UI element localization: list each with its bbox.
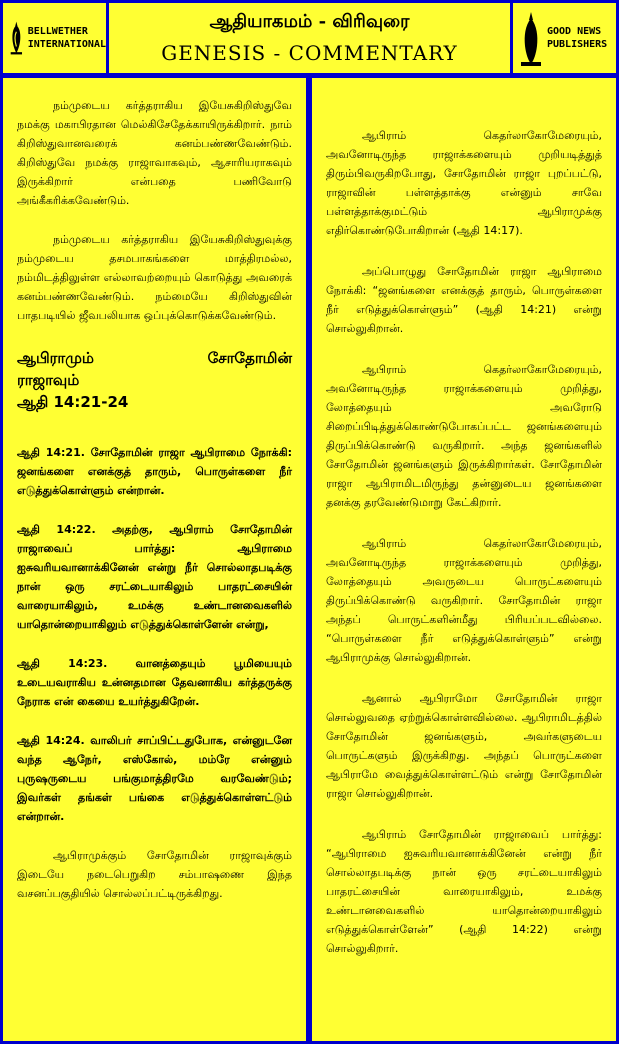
good-news-logo — [513, 3, 616, 73]
verse-paragraph: ஆதி 14:22. அதற்கு, ஆபிராம் சோதோமின் ராஜாவைப் பார்த்து: ஆபிராமை ஐசுவரியவானாக்கினேன் என்று நீர் சொல்லாதபடிக்கு நான் ஒரு சரட்டையாகிலும் பாதரட்சையின் வாரையாகிலும், உமக்கு உண்டானவைகளில் யாதொன்றையாகிலும் எடுத்துக்கொள்ளேன் என்று, — [17, 523, 292, 631]
right-column — [312, 78, 616, 1041]
left-paragraph: ஆபிராமுக்கும் சோதோமின் ராஜாவுக்கும் இடையே நடைபெறுகிற சம்பாஷணை இந்த வசனப்பகுதியில் சொல்லப்பட்டிருக்கிறது. — [17, 849, 292, 900]
heading-word: சோதோமின் — [207, 349, 292, 367]
left-paragraph: நம்முடைய கர்த்தராகிய இயேசுகிறிஸ்துவுக்கு நம்முடைய தசமபாகங்களை மாத்திரமல்ல, நம்மிடத்திலுள்ள எல்லாவற்றையும் கொடுத்து அவரைக் கனம்பண்ணவேண்டும். நம்மையே கிறிஸ்துவின் பாதபடியில் ஜீவபலியாக ஒப்புக்கொடுக்கவேண்டும். — [17, 233, 292, 322]
verse-paragraph: ஆதி 14:23. வானத்தையும் பூமியையும் உடையவராகிய உன்னதமான தேவனாகிய கர்த்தருக்கு நேராக என் கையை உயர்த்துகிறேன். — [17, 657, 292, 708]
right-paragraph: அப்பொழுது சோதோமின் ராஜா ஆபிராமை நோக்கி: “ஜனங்களை எனக்குத் தாரும், பொருள்களை நீர் எடுத்துக்கொள்ளும்” (ஆதி 14:21) என்று சொல்லுகிறான். — [326, 265, 602, 335]
verse-paragraph: ஆதி 14:24. வாலிபர் சாப்பிட்டதுபோக, என்னுடனே வந்த ஆநேர், எஸ்கோல், மம்ரே என்னும் புருஷருடைய பங்குமாத்திரமே வரவேண்டும்; இவர்கள் தங்கள் பங்கை எடுத்துக்கொள்ளட்டும் என்றான். — [17, 734, 292, 823]
book-logo-icon — [519, 8, 543, 68]
right-paragraph: ஆபிராம் கெதர்லாகோமேரையும், அவனோடிருந்த ராஜாக்களையும் முறித்து, லோத்தையும் அவருடைய பொருட்களையும் திருப்பிக்கொண்டு வருகிறார். சோதோமின் ராஜா அந்தப் பொருட்களின்மீது பிரியப்படவில்லை. “பொருள்களை நீர் எடுத்துக்கொள்ளும்” என்று ஆபிராமுக்கு சொல்லுகிறான். — [326, 537, 602, 664]
left-paragraph: நம்முடைய கர்த்தராகிய இயேசுகிறிஸ்துவே நமக்கு மகாபிரதான மெல்கிசேதேக்காயிருக்கிறார். நாம் கிறிஸ்துவானவரைக் கனம்பண்ணவேண்டும். கிறிஸ்துவே நமக்கு ராஜாவாகவும், ஆசாரியராகவும் இருக்கிறார் என்பதை பணிவோடு அங்கீகரிக்கவேண்டும். — [17, 99, 292, 207]
verse-paragraph: ஆதி 14:21. சோதோமின் ராஜா ஆபிராமை நோக்கி: ஜனங்களை எனக்குத் தாரும், பொருள்களை நீர் எடுத்துக்கொள்ளும் என்றான். — [17, 446, 292, 497]
heading-reference: ஆதி 14:21-24 — [17, 393, 129, 411]
bellwether-logo-icon — [9, 7, 24, 69]
right-paragraph: ஆபிராம் கெதர்லாகோமேரையும், அவனோடிருந்த ராஜாக்களையும் முறித்து, லோத்தையும் அவரோடு சிறைப்பிடித்துக்கொண்டுபோகப்பட்ட ஜனங்களையும் திருப்பிக்கொண்டு வருகிறார். அந்த ஜனங்களில் சோதோமின் ஜனங்களும் இருக்கிறார்கள். சோதோமின் ராஜா ஆபிராமிடமிருந்து தன்னுடைய ஜனங்களை தனக்கு தரவேண்டுமாறு கேட்கிறார். — [326, 363, 602, 509]
bellwether-logo — [3, 3, 106, 73]
right-paragraph: ஆபிராம் சோதோமின் ராஜாவைப் பார்த்து: “ஆபிராமை ஐசுவரியவானாக்கினேன் என்று நீர் சொல்லாதபடிக்கு நான் ஒரு சரட்டையாகிலும் பாதரட்சையின் வாரையாகிலும், உமக்கு உண்டானவைகளில் யாதொன்றையாகிலும் எடுத்துக்கொள்ளேன்” (ஆதி 14:22) என்று சொல்லுகிறார். — [326, 828, 602, 955]
left-logo-line1: BELLWETHER — [27, 26, 88, 37]
title-english: GENESIS - COMMENTARY — [161, 41, 458, 65]
left-column — [3, 78, 306, 1041]
heading-line: ராஜாவும் — [17, 371, 80, 389]
section-heading — [17, 347, 292, 413]
header-title-block — [109, 3, 510, 73]
right-paragraph: ஆனால் ஆபிராமோ சோதோமின் ராஜா சொல்லுவதை ஏற்றுக்கொள்ளவில்லை. ஆபிராமிடத்தில் சோதோமின் ஜனங்களும், அவர்களுடைய பொருட்களும் இருக்கிறது. அந்தப் பொருட்களை ஆபிராமே வைத்துக்கொள்ளட்டும் என்று சோதோமின் ராஜா சொல்லுகிறான். — [326, 692, 602, 800]
right-paragraph: ஆபிராம் கெதர்லாகோமேரையும், அவனோடிருந்த ராஜாக்களையும் முறியடித்துத் திரும்பிவருகிறபோது, சோதோமின் ராஜா புறப்பட்டு, ராஜாவின் பள்ளத்தாக்கு என்னும் சாவே பள்ளத்தாக்குமட்டும் ஆபிராமுக்கு எதிர்கொண்டுபோகிறான் (ஆதி 14:17). — [326, 129, 602, 237]
left-logo-line2: INTERNATIONAL — [27, 39, 106, 50]
right-logo-line1: GOOD NEWS — [547, 26, 602, 37]
title-tamil: ஆதியாகமம் - விரிவுரை — [209, 11, 410, 32]
right-logo-line2: PUBLISHERS — [547, 39, 608, 50]
heading-word: ஆபிராமும் — [17, 349, 94, 367]
